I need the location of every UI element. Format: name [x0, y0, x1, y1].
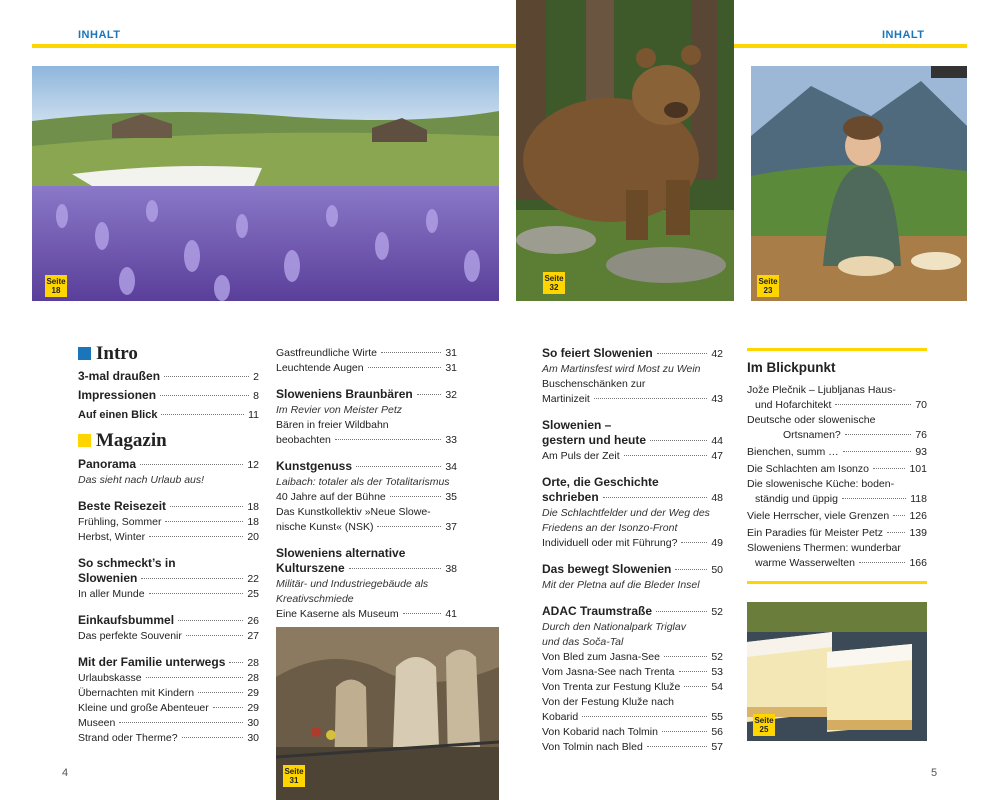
- page-number-left: 4: [62, 767, 69, 779]
- toc-entry-wildbahn[interactable]: beobachten 33: [276, 434, 457, 446]
- section-heading-intro: Intro: [78, 346, 259, 361]
- toc-subtitle-panorama: Das sieht nach Urlaub aus!: [78, 474, 205, 486]
- toc-entry-nsk-line1[interactable]: Das Kunstkollektiv »Neue Slowe-: [276, 506, 431, 518]
- toc-subtitle-bewegt: Mit der Pletna auf die Bleder Insel: [542, 579, 700, 591]
- toc-subtitle-kultur-1: Militär- und Industriegebäude als: [276, 578, 429, 590]
- toc-subtitle-traum-1: Durch den Nationalpark Triglav: [542, 621, 686, 633]
- toc-column-1: [78, 343, 259, 746]
- toc-column-2: [276, 346, 457, 622]
- photo-brown-bear: [516, 0, 734, 301]
- toc-entry-braunbaeren[interactable]: Sloweniens Braunbären 32: [276, 387, 457, 401]
- header-label-right: INHALT: [882, 29, 925, 41]
- toc-entry-kaserne[interactable]: Eine Kaserne als Museum 41: [276, 608, 457, 620]
- blickpunkt-rule-bottom: [747, 581, 927, 584]
- toc-entry-impressionen[interactable]: Impressionen 8: [78, 388, 259, 402]
- toc-subtitle-orte-1: Die Schlachtfelder und der Weg des: [542, 507, 710, 519]
- square-blue-icon: [78, 347, 91, 360]
- toc-entry-reisezeit[interactable]: Beste Reisezeit 18: [78, 499, 259, 513]
- toc-column-3: [542, 346, 723, 755]
- toc-entry-buschen-line1[interactable]: Buschenschänken zur: [542, 378, 646, 390]
- toc-entry-familie[interactable]: Mit der Familie unterwegs 28: [78, 655, 259, 669]
- toc-entry-museen[interactable]: Museen 30: [78, 717, 259, 729]
- header-label-left: INHALT: [78, 29, 121, 41]
- toc-entry-schmeckt[interactable]: Slowenien 22: [78, 571, 259, 585]
- toc-entry-abenteuer[interactable]: Kleine und große Abenteuer 29: [78, 702, 259, 714]
- toc-entry-in-aller-munde[interactable]: In aller Munde 25: [78, 588, 259, 600]
- toc-entry-individuell[interactable]: Individuell oder mit Führung? 49: [542, 537, 723, 549]
- toc-entry-gestern-line1[interactable]: Slowenien –: [542, 418, 612, 432]
- toc-entry-thermen[interactable]: warme Wasserwelten 166: [755, 557, 927, 569]
- page-badge-23[interactable]: Seite 23: [758, 277, 778, 295]
- toc-entry-kulturszene[interactable]: Kulturszene 38: [276, 561, 457, 575]
- page-badge-31[interactable]: Seite 31: [284, 767, 304, 785]
- photo-cream-cake: [747, 602, 927, 741]
- toc-subtitle-feiert: Am Martinsfest wird Most zu Wein: [542, 363, 701, 375]
- toc-entry-uebernachten[interactable]: Übernachten mit Kindern 29: [78, 687, 259, 699]
- toc-entry-buschen[interactable]: Martinizeit 43: [542, 393, 723, 405]
- toc-entry-ortsnamen-line1[interactable]: Deutsche oder slowenische: [747, 414, 876, 426]
- toc-entry-auf-einen-blick[interactable]: Auf einen Blick 11: [78, 409, 259, 421]
- toc-subtitle-traum-2: und das Soča-Tal: [542, 636, 624, 648]
- toc-entry-bienchen[interactable]: Bienchen, summ … 93: [747, 446, 927, 458]
- toc-entry-souvenir[interactable]: Das perfekte Souvenir 27: [78, 630, 259, 642]
- toc-entry-feiert[interactable]: So feiert Slowenien 42: [542, 346, 723, 360]
- toc-subtitle-kultur-2: Kreativschmiede: [276, 593, 354, 605]
- blickpunkt-rule-top: [747, 348, 927, 351]
- toc-entry-augen[interactable]: Leuchtende Augen 31: [276, 362, 457, 374]
- page-badge-25[interactable]: Seite 25: [754, 716, 774, 734]
- toc-entry-strand[interactable]: Strand oder Therme? 30: [78, 732, 259, 744]
- toc-entry-3mal[interactable]: 3-mal draußen 2: [78, 369, 259, 383]
- toc-entry-bled-jasna[interactable]: Von Bled zum Jasna-See 52: [542, 651, 723, 663]
- toc-entry-kobarid-tolmin[interactable]: Von Kobarid nach Tolmin 56: [542, 726, 723, 738]
- page-badge-18[interactable]: Seite 18: [46, 277, 66, 295]
- toc-entry-urlaubskasse[interactable]: Urlaubskasse 28: [78, 672, 259, 684]
- toc-entry-plecnik[interactable]: und Hofarchitekt 70: [755, 399, 927, 411]
- toc-column-4: [747, 360, 927, 571]
- toc-entry-herbst[interactable]: Herbst, Winter 20: [78, 531, 259, 543]
- toc-entry-40-jahre[interactable]: 40 Jahre auf der Bühne 35: [276, 491, 457, 503]
- toc-subtitle-braunbaeren: Im Revier von Meister Petz: [276, 404, 403, 416]
- toc-entry-wildbahn-line1[interactable]: Bären in freier Wildbahn: [276, 419, 389, 431]
- toc-entry-isonzo[interactable]: Die Schlachten am Isonzo 101: [747, 463, 927, 475]
- section-heading-magazin: Magazin: [78, 433, 259, 448]
- toc-entry-schmeckt-line1[interactable]: So schmeckt’s in: [78, 556, 176, 570]
- toc-entry-kueche-line1[interactable]: Die slowenische Küche: boden-: [747, 478, 895, 490]
- toc-subtitle-orte-2: Friedens an der Isonzo-Front: [542, 522, 678, 534]
- toc-entry-bewegt[interactable]: Das bewegt Slowenien 50: [542, 562, 723, 576]
- toc-entry-trenta-kluze[interactable]: Von Trenta zur Festung Kluže 54: [542, 681, 723, 693]
- photo-woman-baking: [751, 66, 967, 301]
- toc-entry-orte-line1[interactable]: Orte, die Geschichte: [542, 475, 659, 489]
- toc-entry-kluze-kobarid[interactable]: Kobarid 55: [542, 711, 723, 723]
- toc-entry-gestern[interactable]: gestern und heute 44: [542, 433, 723, 447]
- header-rule-left: [32, 44, 516, 48]
- page-badge-32[interactable]: Seite 32: [544, 274, 564, 292]
- photo-cave: [276, 627, 499, 800]
- toc-entry-kluze-kobarid-line1[interactable]: Von der Festung Kluže nach: [542, 696, 674, 708]
- toc-entry-herrscher[interactable]: Viele Herrscher, viele Grenzen 126: [747, 510, 927, 522]
- toc-entry-orte[interactable]: schrieben 48: [542, 490, 723, 504]
- header-rule-right: [734, 44, 967, 48]
- toc-entry-plecnik-line1[interactable]: Jože Plečnik – Ljubljanas Haus-: [747, 384, 896, 396]
- toc-entry-thermen-line1[interactable]: Sloweniens Thermen: wunderbar: [747, 542, 901, 554]
- toc-entry-panorama[interactable]: Panorama 12: [78, 457, 259, 471]
- toc-subtitle-kunstgenuss: Laibach: totaler als der Totalitarismus: [276, 476, 450, 488]
- toc-entry-fruehling[interactable]: Frühling, Sommer 18: [78, 516, 259, 528]
- page-number-right: 5: [931, 767, 938, 779]
- toc-entry-einkaufsbummel[interactable]: Einkaufsbummel 26: [78, 613, 259, 627]
- toc-entry-tolmin-bled[interactable]: Von Tolmin nach Bled 57: [542, 741, 723, 753]
- square-yellow-icon: [78, 434, 91, 447]
- toc-entry-traumstrasse[interactable]: ADAC Traumstraße 52: [542, 604, 723, 618]
- toc-entry-jasna-trenta[interactable]: Vom Jasna-See nach Trenta 53: [542, 666, 723, 678]
- toc-entry-kunstgenuss[interactable]: Kunstgenuss 34: [276, 459, 457, 473]
- toc-entry-nsk[interactable]: nische Kunst« (NSK) 37: [276, 521, 457, 533]
- toc-entry-meister-petz[interactable]: Ein Paradies für Meister Petz 139: [747, 527, 927, 539]
- toc-entry-kueche[interactable]: ständig und üppig 118: [755, 493, 927, 505]
- photo-crocus-meadow: [32, 66, 499, 301]
- toc-entry-puls[interactable]: Am Puls der Zeit 47: [542, 450, 723, 462]
- toc-entry-ortsnamen[interactable]: Ortsnamen? 76: [783, 429, 927, 441]
- toc-entry-wirte[interactable]: Gastfreundliche Wirte 31: [276, 347, 457, 359]
- section-heading-blickpunkt: Im Blickpunkt: [747, 360, 836, 375]
- toc-entry-kulturszene-line1[interactable]: Sloweniens alternative: [276, 546, 406, 560]
